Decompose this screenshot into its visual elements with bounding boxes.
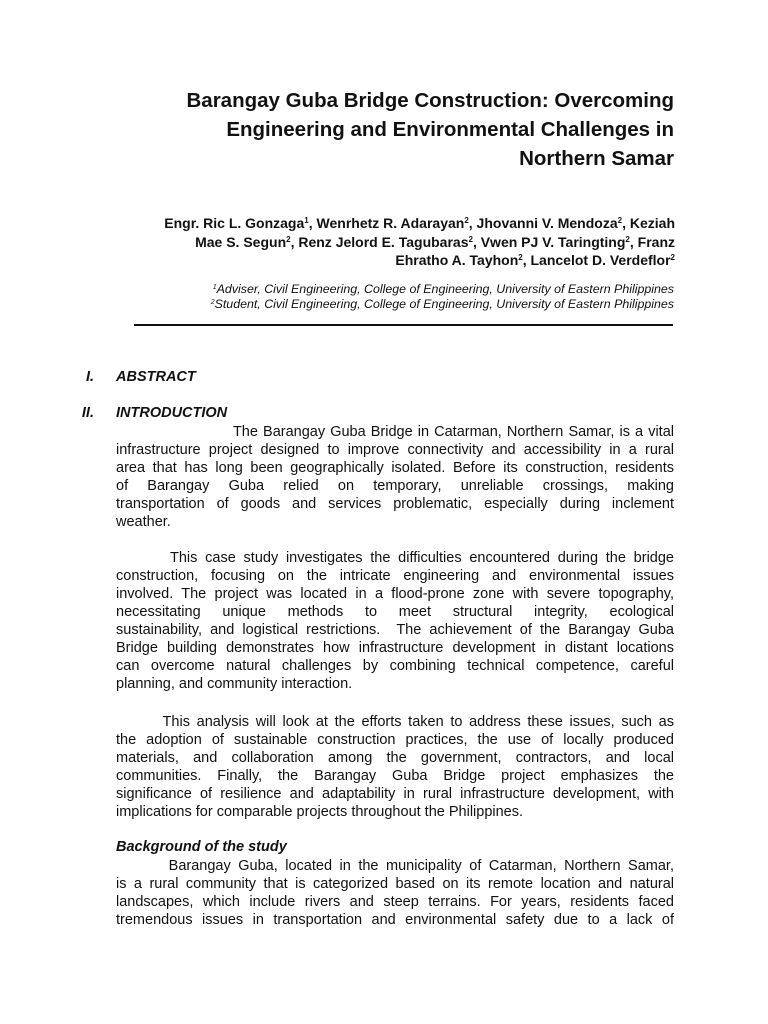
affiliation-text: Student, Civil Engineering, College of Engineering, University of Eastern Philippines [214, 296, 674, 311]
title-line: Northern Samar [519, 147, 674, 170]
affiliation-line [100, 297, 674, 312]
section-number: II. [81, 405, 94, 421]
affiliation-mark: 2 [670, 253, 675, 262]
text-line: sustainability, and logistical restrictions. The achievement of the Barangay Guba [116, 622, 674, 638]
text-line: construction, focusing on the intricate engineering and environmental issues [116, 568, 674, 584]
text-line: area that has long been geographically isolated. Before its construction, residents [116, 460, 674, 476]
affiliation-mark: 2 [464, 216, 469, 225]
text-line: implications for comparable projects throughout the Philippines. [116, 804, 524, 820]
affiliations [100, 282, 674, 311]
title-line: Engineering and Environmental Challenges in [226, 118, 674, 141]
author-line [100, 214, 675, 233]
author-name: Mae S. Segun [195, 233, 287, 250]
paper-title [110, 86, 674, 173]
text-line: weather. [116, 514, 171, 530]
title-line: Barangay Guba Bridge Construction: Overcoming [186, 89, 674, 112]
author-name: , Renz Jelord E. Tagubaras [290, 233, 469, 250]
text-line: communities. Finally, the Barangay Guba Bridge project emphasizes the [116, 768, 674, 784]
text-line: This analysis will look at the efforts taken to address these issues, such as [116, 714, 674, 730]
text-line: can overcome natural challenges by combining technical competence, careful [116, 658, 674, 674]
text-line: is a rural community that is categorized based on its remote location and natural [116, 876, 674, 892]
background-paragraph [116, 857, 674, 929]
author-name: Engr. Ric L. Gonzaga [164, 215, 305, 231]
text-line: materials, and collaboration among the government, contractors, and local [116, 750, 674, 766]
text-line: the adoption of sustainable construction practices, the use of locally produced [116, 732, 674, 748]
author-line [100, 233, 675, 252]
text-line: This case study investigates the difficulties encountered during the bridge [116, 550, 674, 566]
subsection-heading-background: Background of the study [116, 839, 287, 855]
author-line [100, 251, 675, 270]
text-line: Barangay Guba, located in the municipality of Catarman, Northern Samar, [116, 858, 674, 874]
text-line: Bridge building demonstrates how infrastructure development in distant locations [116, 640, 674, 656]
intro-paragraph-2 [116, 549, 674, 693]
text-line: planning, and community interaction. [116, 676, 353, 692]
text-line: infrastructure project designed to improve connectivity and accessibility in a rural [116, 442, 674, 458]
text-line: involved. The project was located in a flood-prone zone with severe topography, [116, 586, 674, 602]
section-number: I. [85, 369, 94, 385]
affiliation-mark: 2 [210, 298, 215, 306]
author-name: , Vwen PJ V. Taringting [472, 233, 626, 250]
affiliation-mark: 1 [304, 216, 309, 225]
section-heading-abstract: ABSTRACT [116, 369, 196, 385]
author-name: , Lancelot D. Verdeflor [522, 252, 671, 268]
header-divider [134, 324, 673, 326]
author-name: Ehratho A. Tayhon [395, 252, 519, 268]
section-heading-introduction: INTRODUCTION [116, 405, 228, 421]
affiliation-line [100, 282, 674, 297]
text-line: tremendous issues in transportation and environmental safety due to a lack of [116, 912, 674, 928]
affiliation-mark: 1 [212, 284, 217, 291]
text-line: of Barangay Guba relied on temporary, unreliable crossings, making [116, 478, 674, 494]
text-line: necessitating unique methods to meet structural integrity, ecological [116, 604, 674, 620]
text-line: The Barangay Guba Bridge in Catarman, Northern Samar, is a vital [116, 424, 674, 440]
intro-paragraph-3 [116, 713, 674, 821]
affiliation-mark: 2 [617, 216, 623, 225]
author-name: , Jhovanni V. Mendoza [468, 215, 618, 231]
affiliation-mark: 2 [286, 234, 291, 244]
author-name: , Keziah [622, 215, 675, 231]
text-line: landscapes, which include rivers and steep terrains. For years, residents faced [116, 894, 674, 910]
affiliation-text: Adviser, Civil Engineering, College of Engineering, University of Eastern Philippines [216, 282, 674, 296]
author-name: , Franz [629, 233, 675, 250]
text-line: significance of resilience and adaptability in rural infrastructure development, with [116, 786, 674, 802]
affiliation-mark: 2 [518, 253, 523, 262]
author-list [100, 214, 675, 270]
affiliation-mark: 2 [625, 234, 630, 244]
affiliation-mark: 2 [468, 234, 473, 244]
author-name: , Wenrhetz R. Adarayan [308, 215, 465, 231]
text-line: transportation of goods and services problematic, especially during inclement [116, 496, 674, 512]
intro-paragraph-1 [116, 423, 674, 531]
